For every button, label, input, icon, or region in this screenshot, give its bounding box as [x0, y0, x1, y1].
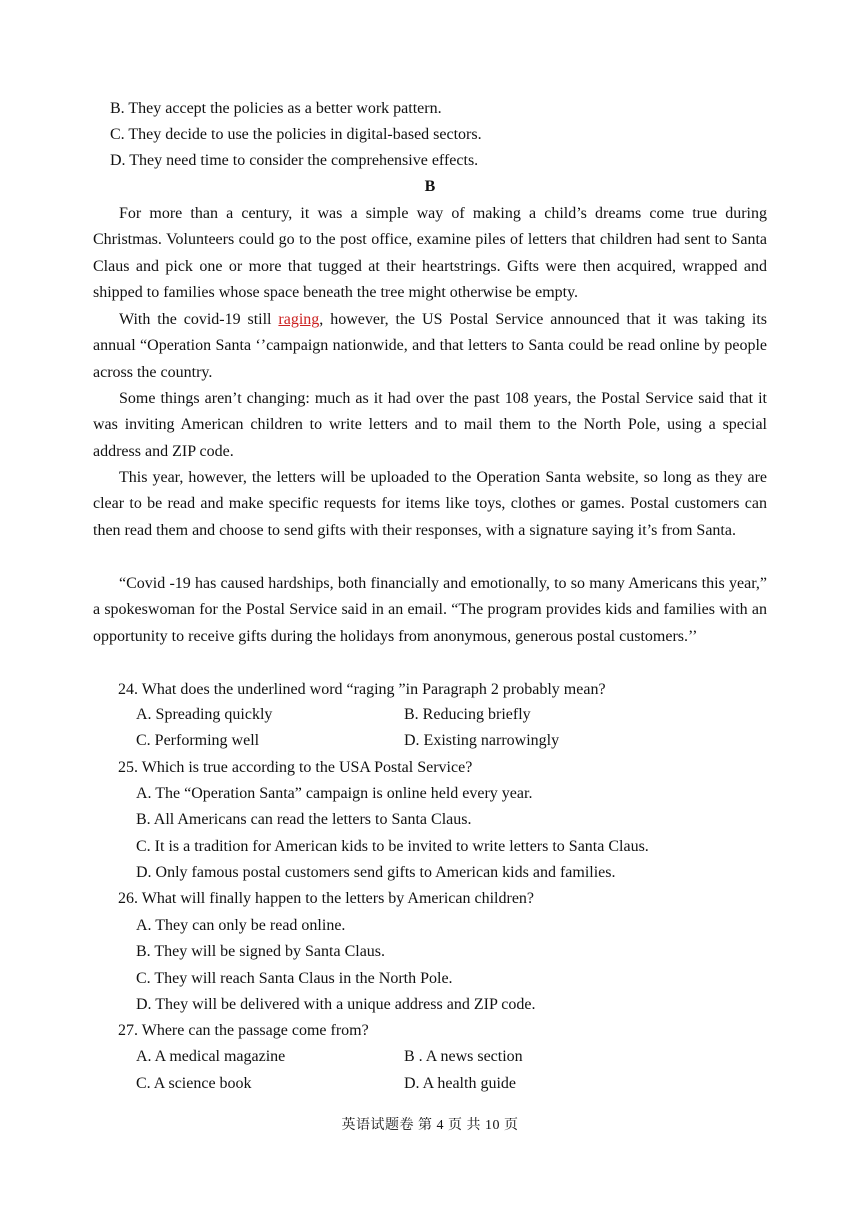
question-25-stem: 25. Which is true according to the USA Postal Service?: [118, 759, 473, 776]
paragraph-4: This year, however, the letters will be uploaded to the Operation Santa website, so long as they are clear to be read and make specific requests for items like toys, clothes or games. Postal customers can then read them and choose to send gifts with their responses, with a signature saying it’s from Santa.: [93, 469, 767, 539]
page-footer: 英语试题卷 第 4 页 共 10 页: [341, 1118, 519, 1133]
question-25-option-d: D. Only famous postal customers send gifts to American kids and families.: [136, 864, 616, 881]
question-26-option-a: A. They can only be read online.: [136, 917, 346, 934]
question-26-stem: 26. What will finally happen to the letters by American children?: [118, 890, 535, 907]
question-24-option-d: D. Existing narrowingly: [404, 732, 560, 749]
paragraph-3: Some things aren’t changing: much as it had over the past 108 years, the Postal Service said that it was inviting American children to write letters and to mail them to the North Pole, using a special address and ZIP code.: [93, 390, 767, 460]
question-27-option-c: C. A science book: [136, 1075, 252, 1092]
prev-option-c: C. They decide to use the policies in digital-based sectors.: [110, 126, 482, 143]
prev-option-d: D. They need time to consider the comprehensive effects.: [110, 152, 479, 169]
question-24-option-a: A. Spreading quickly: [136, 706, 273, 723]
question-25-option-b: B. All Americans can read the letters to Santa Claus.: [136, 811, 472, 828]
question-26-option-b: B. They will be signed by Santa Claus.: [136, 943, 386, 960]
question-24-option-c: C. Performing well: [136, 732, 260, 749]
prev-option-b: B. They accept the policies as a better work pattern.: [110, 100, 442, 117]
question-26-option-d: D. They will be delivered with a unique address and ZIP code.: [136, 996, 536, 1013]
question-26-option-c: C. They will reach Santa Claus in the North Pole.: [136, 970, 453, 987]
paragraph-1: For more than a century, it was a simple way of making a child’s dreams come true during Christmas. Volunteers could go to the post office, examine piles of letters that children had sent to Santa Claus and pick one or more that tugged at their heartstrings. Gifts were then acquired, wrapped and shipped to families whose space beneath the tree might otherwise be empty.: [93, 205, 767, 302]
paragraph-5: “Covid -19 has caused hardships, both financially and emotionally, to so many Americans this year,” a spokeswoman for the Postal Service said in an email. “The program provides kids and families with an opportunity to receive gifts during the holidays from anonymous, generous postal customers.’’: [93, 575, 767, 645]
section-heading: B: [424, 178, 436, 195]
question-27-stem: 27. Where can the passage come from?: [118, 1022, 369, 1039]
question-24-option-b: B. Reducing briefly: [404, 706, 531, 723]
paragraph-2-rest: , however, the US Postal Service announced that it was taking its annual “Operation Santa ‘’campaign nationwide, and that letters to Santa could be read online by people across the country.: [93, 311, 768, 381]
question-25-option-a: A. The “Operation Santa” campaign is online held every year.: [136, 785, 533, 802]
paragraph-2-start: With the covid-19 still: [119, 311, 279, 328]
paragraph-2: [93, 307, 767, 386]
question-27-option-a: A. A medical magazine: [136, 1048, 286, 1065]
question-27-option-b: B . A news section: [404, 1048, 523, 1065]
question-27-option-d: D. A health guide: [404, 1075, 516, 1092]
question-25-option-c: C. It is a tradition for American kids to be invited to write letters to Santa Claus.: [136, 838, 649, 855]
question-24-stem: 24. What does the underlined word “raging ”in Paragraph 2 probably mean?: [118, 681, 606, 698]
underlined-word: raging: [278, 311, 320, 328]
